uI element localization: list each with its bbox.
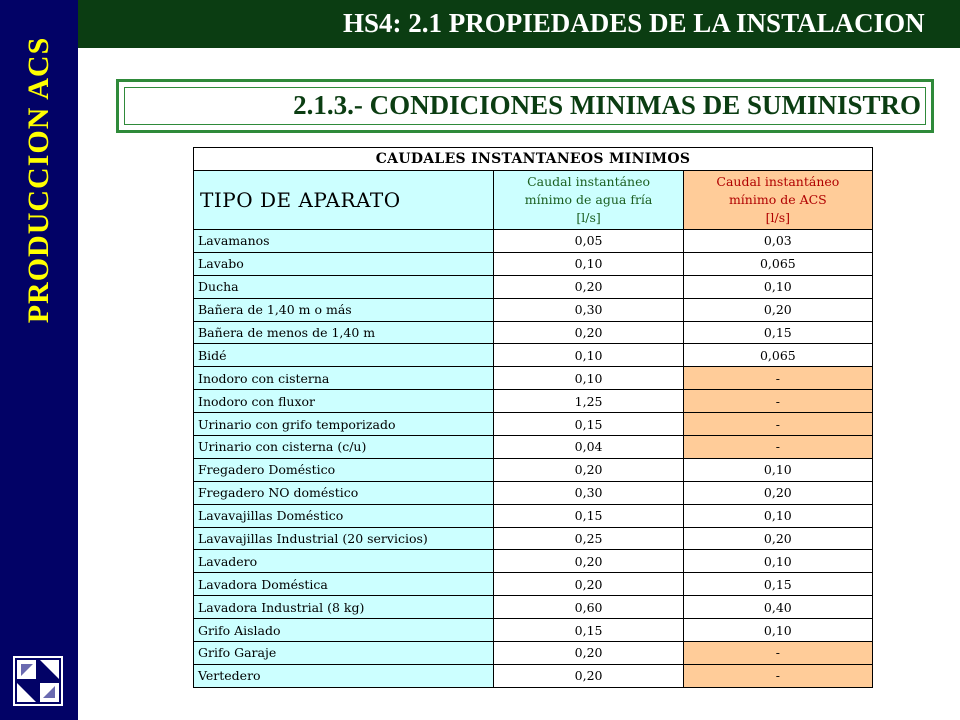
fixture-name-cell: Vertedero: [194, 664, 494, 687]
fixture-name-cell: Lavavajillas Doméstico: [194, 504, 494, 527]
table-row: [194, 642, 873, 665]
cold-header-line1: Caudal instantáneo: [527, 174, 651, 189]
fixture-name-cell: Lavadero: [194, 550, 494, 573]
cold-water-flow-cell: 0,05: [494, 230, 683, 253]
acs-flow-cell: 0,20: [683, 481, 872, 504]
cold-water-flow-cell: 0,30: [494, 298, 683, 321]
table-row: [194, 527, 873, 550]
header-title: HS4: 2.1 PROPIEDADES DE LA INSTALACION: [343, 8, 925, 38]
fixture-name-cell: Bañera de menos de 1,40 m: [194, 321, 494, 344]
cold-water-flow-cell: 0,20: [494, 275, 683, 298]
fixture-name-cell: Fregadero Doméstico: [194, 458, 494, 481]
fixture-name-cell: Bañera de 1,40 m o más: [194, 298, 494, 321]
table-row: [194, 298, 873, 321]
acs-flow-cell: 0,10: [683, 458, 872, 481]
acs-flow-cell: 0,40: [683, 596, 872, 619]
acs-flow-cell: 0,15: [683, 573, 872, 596]
acs-flow-cell: -: [683, 664, 872, 687]
cold-water-flow-cell: 1,25: [494, 390, 683, 413]
cold-water-flow-cell: 0,20: [494, 458, 683, 481]
table-row: [194, 252, 873, 275]
cold-water-flow-cell: 0,10: [494, 367, 683, 390]
fixture-name-cell: Ducha: [194, 275, 494, 298]
fixture-name-cell: Fregadero NO doméstico: [194, 481, 494, 504]
acs-flow-cell: 0,10: [683, 504, 872, 527]
acs-flow-cell: -: [683, 436, 872, 459]
cold-water-flow-cell: 0,20: [494, 321, 683, 344]
acs-flow-cell: 0,065: [683, 252, 872, 275]
flow-rate-table-body: [194, 148, 873, 688]
cold-water-flow-cell: 0,20: [494, 550, 683, 573]
section-heading-box: [116, 79, 934, 133]
acs-header-line1: Caudal instantáneo: [716, 174, 840, 189]
cold-water-flow-cell: 0,10: [494, 252, 683, 275]
fixture-name-cell: Urinario con cisterna (c/u): [194, 436, 494, 459]
fixture-name-cell: Grifo Aislado: [194, 619, 494, 642]
table-caption: CAUDALES INSTANTANEOS MINIMOS: [194, 148, 873, 171]
cold-water-flow-cell: 0,10: [494, 344, 683, 367]
table-row: [194, 230, 873, 253]
cold-water-flow-cell: 0,20: [494, 664, 683, 687]
cold-water-flow-cell: 0,60: [494, 596, 683, 619]
logo-icon: [13, 656, 63, 706]
section-title: 2.1.3.- CONDICIONES MINIMAS DE SUMINISTRO: [293, 90, 921, 120]
fixture-name-cell: Inodoro con cisterna: [194, 367, 494, 390]
table-row: [194, 413, 873, 436]
left-sidebar: [0, 0, 78, 720]
acs-flow-cell: 0,065: [683, 344, 872, 367]
cold-header-unit: [l/s]: [576, 210, 601, 225]
acs-flow-cell: -: [683, 413, 872, 436]
table-row: [194, 436, 873, 459]
fixture-name-cell: Lavamanos: [194, 230, 494, 253]
fixture-name-cell: Lavabo: [194, 252, 494, 275]
cold-water-flow-cell: 0,04: [494, 436, 683, 459]
table-row: [194, 275, 873, 298]
acs-flow-cell: 0,20: [683, 298, 872, 321]
acs-flow-cell: 0,10: [683, 619, 872, 642]
cold-water-flow-cell: 0,20: [494, 573, 683, 596]
column-header-acs: [683, 171, 872, 230]
table-caption-row: [194, 148, 873, 171]
fixture-name-cell: Urinario con grifo temporizado: [194, 413, 494, 436]
acs-header-line2: mínimo de ACS: [728, 192, 827, 207]
acs-flow-cell: 0,10: [683, 275, 872, 298]
acs-flow-cell: 0,03: [683, 230, 872, 253]
fixture-name-cell: Grifo Garaje: [194, 642, 494, 665]
table-header-row: [194, 171, 873, 230]
fixture-name-cell: Lavavajillas Industrial (20 servicios): [194, 527, 494, 550]
acs-header-unit: [l/s]: [765, 210, 791, 225]
column-header-cold-water: [494, 171, 683, 230]
acs-flow-cell: -: [683, 390, 872, 413]
acs-flow-cell: -: [683, 642, 872, 665]
header-bar: [78, 0, 960, 48]
table-row: [194, 573, 873, 596]
table-row: [194, 504, 873, 527]
cold-header-line2: mínimo de agua fría: [524, 192, 653, 207]
table-row: [194, 367, 873, 390]
table-row: [194, 596, 873, 619]
fixture-name-cell: Lavadora Industrial (8 kg): [194, 596, 494, 619]
fixture-name-cell: Inodoro con fluxor: [194, 390, 494, 413]
table-row: [194, 664, 873, 687]
cold-water-flow-cell: 0,15: [494, 413, 683, 436]
table-row: [194, 458, 873, 481]
column-header-type: TIPO DE APARATO: [194, 171, 494, 230]
cold-water-flow-cell: 0,30: [494, 481, 683, 504]
acs-flow-cell: 0,20: [683, 527, 872, 550]
flow-rate-table: [193, 147, 873, 688]
sidebar-title: PRODUCCION ACS: [22, 36, 55, 324]
fixture-name-cell: Bidé: [194, 344, 494, 367]
table-row: [194, 390, 873, 413]
cold-water-flow-cell: 0,25: [494, 527, 683, 550]
table-row: [194, 321, 873, 344]
table-row: [194, 550, 873, 573]
cold-water-flow-cell: 0,20: [494, 642, 683, 665]
cold-water-flow-cell: 0,15: [494, 619, 683, 642]
table-row: [194, 344, 873, 367]
cold-water-flow-cell: 0,15: [494, 504, 683, 527]
table-row: [194, 619, 873, 642]
acs-flow-cell: -: [683, 367, 872, 390]
table-row: [194, 481, 873, 504]
fixture-name-cell: Lavadora Doméstica: [194, 573, 494, 596]
acs-flow-cell: 0,15: [683, 321, 872, 344]
acs-flow-cell: 0,10: [683, 550, 872, 573]
